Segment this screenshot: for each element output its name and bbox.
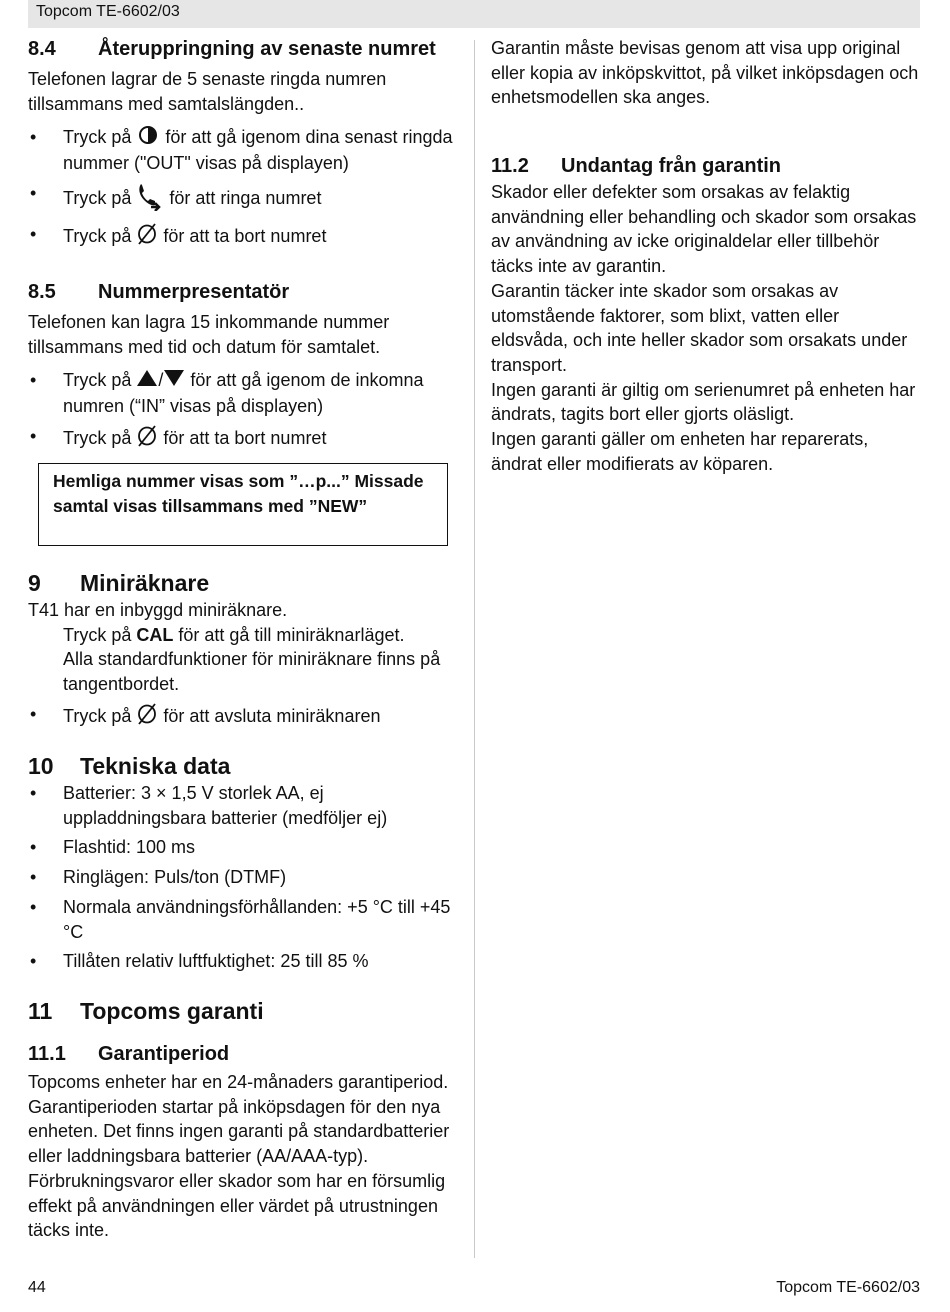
heading-number: 11 xyxy=(28,998,53,1024)
page-header xyxy=(28,0,920,28)
heading-title: Nummerpresentatör xyxy=(98,281,290,303)
instruction-line: Tryck på CAL för att gå till miniräknarläget. xyxy=(63,624,405,645)
paragraph: Ingen garanti gäller om enheten har reparerats, ändrat eller modifierats av köparen. xyxy=(491,429,869,474)
heading-number: 8.5 xyxy=(28,281,56,303)
arrow-up-icon xyxy=(136,369,158,394)
header-title: Topcom TE-6602/03 xyxy=(36,3,180,20)
heading-number: 11.2 xyxy=(491,155,529,177)
paragraph: Garantin måste bevisas genom att visa upp original eller kopia av inköpskvittot, på vilket inköpsdagen och enhetsmodellen ska anges. xyxy=(491,38,919,108)
list-item: • Tryck på för att ta bort numret xyxy=(28,222,458,253)
bullet-list xyxy=(28,368,458,454)
bullet-list xyxy=(28,781,458,974)
heading-number: 11.1 xyxy=(28,1043,66,1065)
list-item: • Tryck på för att ringa numret xyxy=(28,181,458,218)
phone-call-icon xyxy=(136,181,164,218)
list-item: • Tryck på / för att gå igenom de inkomna numren (“IN” visas på displayen) xyxy=(28,368,458,418)
list-item: • Tryck på för att gå igenom dina senast ringda nummer ("OUT" visas på displayen) xyxy=(28,125,458,175)
heading-number: 8.4 xyxy=(28,38,56,60)
heading-title: Återuppringning av senaste numret xyxy=(98,38,436,60)
list-item: • Batterier: 3 × 1,5 V storlek AA, ej uppladdningsbara batterier (medföljer ej) xyxy=(28,781,458,830)
bullet-list xyxy=(28,702,458,733)
heading-number: 10 xyxy=(28,753,54,779)
list-item: • Tillåten relativ luftfuktighet: 25 till 85 % xyxy=(28,949,458,974)
paragraph: Telefonen kan lagra 15 inkommande nummer tillsammans med tid och datum för samtalet. xyxy=(28,312,390,357)
heading-8-4 xyxy=(28,36,458,63)
heading-number: 9 xyxy=(28,570,41,596)
heading-11-1 xyxy=(28,1041,458,1068)
delete-icon xyxy=(136,702,158,733)
delete-icon xyxy=(136,222,158,253)
list-item: • Ringlägen: Puls/ton (DTMF) xyxy=(28,865,458,890)
cal-key-label: CAL xyxy=(136,624,174,645)
section-11-2 xyxy=(491,153,921,476)
section-8-4 xyxy=(28,36,458,258)
heading-11-2 xyxy=(491,153,921,180)
heading-11 xyxy=(28,996,458,1026)
right-column xyxy=(491,36,921,474)
list-item: • Tryck på för att avsluta miniräknaren xyxy=(28,702,458,733)
bullet-list xyxy=(28,125,458,253)
paragraph: Telefonen lagrar de 5 senaste ringda numren tillsammans med samtalslängden.. xyxy=(28,69,387,114)
paragraph: Garantin täcker inte skador som orsakas av utomstående faktorer, som blixt, vatten eller eldsvåda, och inte heller skador som orsakats under transport. xyxy=(491,280,908,375)
page-number: 44 xyxy=(28,1279,46,1296)
heading-8-5 xyxy=(28,279,458,306)
paragraph: T41 har en inbyggd miniräknare. xyxy=(28,600,288,620)
heading-10 xyxy=(28,751,458,781)
paragraph: Skador eller defekter som orsakas av felaktig användning eller behandling och skador som orsakas av användning av icke originaldelar eller tillbehör täcks inte av garantin. xyxy=(491,182,917,277)
heading-title: Tekniska data xyxy=(80,753,231,779)
half-moon-icon xyxy=(136,126,160,151)
heading-9 xyxy=(28,568,458,598)
heading-title: Topcoms garanti xyxy=(80,998,264,1024)
delete-icon xyxy=(136,424,158,455)
section-11 xyxy=(28,996,458,1026)
paragraph: Ingen garanti är giltig om serienumret på enheten har ändrats, tagits bort eller gjorts oläsligt. xyxy=(491,379,916,425)
paragraph: Topcoms enheter har en 24-månaders garantiperiod. Garantiperioden startar på inköpsdagen för den nya enheten. Det finns ingen garanti på standardbatterier eller laddningsbara batterier (AA/AAA-typ). Förbrukningsvaror eller skador som har en försumlig effekt på användningen eller värdet på utrustningen täcks inte. xyxy=(28,1072,450,1241)
section-9 xyxy=(28,568,458,738)
section-10 xyxy=(28,751,458,979)
list-item: • Flashtid: 100 ms xyxy=(28,835,458,860)
heading-title: Miniräknare xyxy=(80,570,210,596)
heading-title: Undantag från garantin xyxy=(561,155,782,177)
arrow-down-icon xyxy=(163,369,185,394)
section-11-1 xyxy=(28,1041,458,1243)
list-item: • Normala användningsförhållanden: +5 °C till +45 °C xyxy=(28,895,458,944)
footer-title: Topcom TE-6602/03 xyxy=(776,1279,920,1296)
section-8-5 xyxy=(28,279,458,459)
list-item: • Tryck på för att ta bort numret xyxy=(28,424,458,455)
column-divider xyxy=(474,40,475,1258)
heading-title: Garantiperiod xyxy=(98,1043,230,1065)
instruction-line: Alla standardfunktioner för miniräknare finns på tangentbordet. xyxy=(63,649,441,695)
note-box: Hemliga nummer visas som ”…p...” Missade samtal visas tillsammans med ”NEW” xyxy=(38,463,448,546)
